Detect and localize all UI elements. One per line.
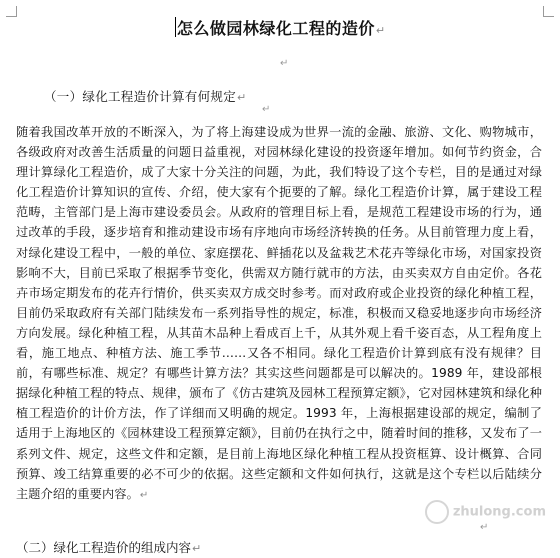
paragraph-mark: ↵ xyxy=(192,542,202,555)
paragraph-mark: ↵ xyxy=(237,91,247,104)
body-paragraph xyxy=(16,122,542,506)
empty-paragraph-mark: ↵ xyxy=(262,104,271,115)
empty-paragraph-mark: ↵ xyxy=(480,522,489,533)
watermark-logo-icon xyxy=(425,500,449,524)
title-line xyxy=(0,16,560,39)
text-cursor xyxy=(175,17,176,37)
empty-paragraph-mark: ↵ xyxy=(280,58,289,69)
paragraph-mark: ↵ xyxy=(375,24,386,37)
section-heading-2-text: （二）绿化工程造价的组成内容 xyxy=(16,540,192,555)
paragraph-mark: ↵ xyxy=(139,489,149,501)
watermark xyxy=(425,500,546,524)
section-heading-1 xyxy=(44,87,247,105)
section-heading-1-text: （一）绿化工程造价计算有何规定 xyxy=(44,89,237,104)
document-title: 怎么做园林绿化工程的造价 xyxy=(176,19,375,38)
section-heading-2 xyxy=(16,538,201,556)
watermark-text: zhulong.com xyxy=(452,504,546,520)
body-paragraph-text: 随着我国改革开放的不断深入，为了将上海建设成为世界一流的金融、旅游、文化、购物城市，各级政府对改善生活质量的问题日益重视，对园林绿化建设的投资逐年增加。如何节约资金，合理计算绿化工程造价，成了大家十分关注的问题，为此，我们特设了这个专栏，目的是通过对绿化工程造价计算知识的宣传、介绍，使大家有个扼要的了解。绿化工程造价计算，属于建设工程范畴，主管部门是上海市建设委员会。从政府的管理目标上看，是规范工程建设市场的行为，通过改革的手段，逐步培育和推动建设市场有序地向市场经济转换的任务。从目前管理力度上看，对绿化建设工程中，一般的单位、家庭摆花、鲜插花以及盆栽艺术花卉等绿化市场，对国家投资影响不大，目前已采取了根据季节变化，供需双方随行就市的方法，由买卖双方自由定价。各花卉市场定期发布的花卉行情价，供买卖双方成交时参考。而对政府或企业投资的绿化种植工程，目前仍采取政府有关部门陆续发布一系列指导性的规定，标准，积极而又稳妥地逐步向市场经济方向发展。绿化种植工程，从其苗木品种上看成百上千，从其外观上看千姿百态，从工程角度上看，施工地点、种植方法、施工季节……又各不相同。绿化工程造价计算到底有没有规律？目前，有哪些标准、规定？有哪些计算方法？其实这些问题都是可以解决的。1989 年，建设部根据绿化种植工程的特点、规律，颁布了《仿古建筑及园林工程预算定额》，它对园林建筑和绿化种植工程造价的计价方法，作了详细而又明确的规定。1993 年，上海根据建设部的规定，编制了适用于上海地区的《园林建设工程预算定额》，目前仍在执行之中，随着时间的推移，又发布了一系列文件、规定，这些文件和定额，是目前上海地区绿化种植工程从投资框算、设计概算、合同预算、竣工结算重要的必不可少的依据。这些定额和文件如何执行，这就是这个专栏以后陆续分主题介绍的重要内容。 xyxy=(16,125,542,501)
